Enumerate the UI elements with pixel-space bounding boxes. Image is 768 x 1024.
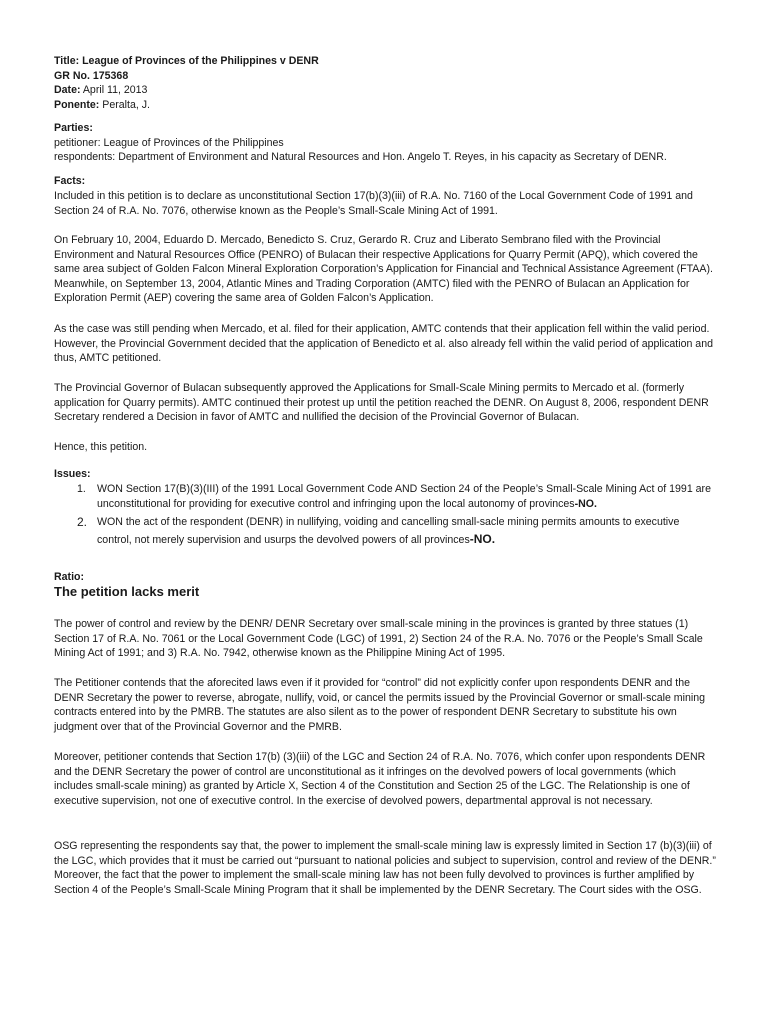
- ratio-paragraph: OSG representing the respondents say that, the power to implement the small-scale mining law is expressly limited in Section 17 (b)(3)(iii) of the LGC, which provides that it must be carried out “pursuant to national policies and subject to supervision, control and review of the DENR.” Moreover, the fact that the power to implement the small-scale mining law has not been fully devolved to provinces is further amplified by Section 4 of the People’s Small-Scale Mining Program that it shall be implemented by the DENR Secretary. The Court sides with the OSG.: [54, 840, 716, 896]
- date-value: April 11, 2013: [82, 84, 148, 97]
- petitioner-line: petitioner: League of Provinces of the Philippines: [54, 136, 284, 149]
- case-title: League of Provinces of the Philippines v DENR: [82, 55, 319, 67]
- issue-text: WON the act of the respondent (DENR) in nullifying, voiding and cancelling small-sacle mining permits amounts to executive control, not merely supervision and usurps the devolved powers of all provinces: [97, 516, 680, 547]
- issue-answer: -NO.: [469, 532, 496, 547]
- facts-heading: [54, 174, 716, 189]
- date-line: [54, 83, 716, 98]
- gr-number: 175368: [92, 69, 129, 82]
- ponente-line: [54, 98, 716, 113]
- ratio-heading-text: Ratio:: [54, 571, 85, 583]
- facts-paragraph: The Provincial Governor of Bulacan subsequently approved the Applications for Small-Scale Mining permits to Mercado et al. (formerly application for Quarry permits). AMTC continued their protest up until the petition reached the DENR. On August 8, 2006, respondent DENR Secretary rendered a Decision in favor of AMTC and nullified the decision of the Provincial Governor of Bulacan.: [54, 382, 709, 424]
- ratio-subheading-text: The petition lacks merit: [54, 584, 200, 599]
- title-line: [54, 54, 716, 69]
- facts-paragraph: Included in this petition is to declare as unconstitutional Section 17(b)(3)(iii) of R.A. No. 7160 of the Local Government Code of 1991 and Section 24 of R.A. No. 7076, otherwise known as the People’s Small-Scale Mining Act of 1991.: [54, 190, 693, 217]
- facts-paragraph: On February 10, 2004, Eduardo D. Mercado, Benedicto S. Cruz, Gerardo R. Cruz and Liberato Sembrano filed with the Provincial Environment and Natural Resources Office (PENRO) of Bulacan their respective Applications for Quarry Permit (APQ), which covered the same area subject of Golden Falcon Mineral Exploration Corporation’s Application for Financial and Technical Assistance Agreement (FTAA). Meanwhile, on September 13, 2004, Atlantic Mines and Trading Corporation (AMTC) filed with the PENRO of Bulacan an Application for Exploration Permit (AEP) covering the same area of Golden Falcon’s Application.: [54, 234, 713, 305]
- issues-heading: [54, 467, 716, 482]
- issue-number: 1.: [77, 483, 86, 495]
- ratio-paragraph: The Petitioner contends that the aforecited laws even if it provided for “control” did not explicitly confer upon respondents DENR and the DENR Secretary the power to reverse, abrogate, nullify, void, or cancel the permits issued by the Provincial Governor or small-scale mining contracts entered into by the PMRB. The statutes are also silent as to the power of respondent DENR Secretary to substitute his own judgment over that of the Provincial Governor and the PMRB.: [54, 677, 706, 733]
- issue-answer: -NO.: [574, 497, 597, 510]
- facts-paragraph: Hence, this petition.: [54, 441, 148, 453]
- issue-text: WON Section 17(B)(3)(III) of the 1991 Local Government Code AND Section 24 of the People’s Small-Scale Mining Act of 1991 are unconstitutional for providing for executive control and infringing upon the local autonomy of provinces: [97, 483, 711, 510]
- title-label: Title:: [54, 55, 80, 67]
- date-label: Date:: [54, 84, 81, 97]
- ratio-heading: [54, 570, 716, 585]
- ratio-paragraph: The power of control and review by the DENR/ DENR Secretary over small-scale mining in the provinces is granted by three statues (1) Section 17 of R.A. No. 7061 or the Local Government Code (LGC) of 1991, 2) Section 24 of the R.A. No. 7076 or the People’s Small Scale Mining Act of 1991; and 3) R.A. No. 7942, otherwise known as the Philippine Mining Act of 1995.: [54, 618, 703, 660]
- gr-line: [54, 69, 716, 84]
- issue-number: 2.: [77, 515, 88, 530]
- parties-heading: Parties:: [54, 122, 93, 134]
- issues-heading-text: Issues:: [54, 468, 91, 480]
- ponente-value: Peralta, J.: [102, 98, 150, 111]
- issue-item: [54, 514, 716, 549]
- gr-label: GR No.: [54, 69, 90, 82]
- issue-list: [54, 482, 716, 549]
- ponente-label: Ponente:: [54, 98, 100, 111]
- facts-heading-text: Facts:: [54, 175, 86, 187]
- ratio-paragraph: Moreover, petitioner contends that Section 17(b) (3)(iii) of the LGC and Section 24 of R.A. No. 7076, which confer upon respondents DENR and the DENR Secretary the power of control are unconstitutional as it infringes on the devolved powers of local governments (which includes small-scale mining) as granted by Article X, Section 4 of the Constitution and Section 25 of the LGC. The Relationship is one of executive supervision, not one of executive control. In the exercise of devolved powers, departmental approval is not necessary.: [54, 751, 706, 807]
- parties-section: [54, 121, 716, 165]
- issue-item: [54, 482, 716, 511]
- facts-paragraph: As the case was still pending when Mercado, et al. filed for their application, AMTC contends that their application fell within the valid period. However, the Provincial Government decided that the application of Benedicto et al. also already fell within the valid period of application and thus, AMTC petitioned.: [54, 323, 713, 365]
- case-header: [54, 54, 716, 112]
- ratio-subheading: [54, 585, 716, 600]
- respondents-line: respondents: Department of Environment and Natural Resources and Hon. Angelo T. Reyes, in his capacity as Secretary of DENR.: [54, 151, 667, 164]
